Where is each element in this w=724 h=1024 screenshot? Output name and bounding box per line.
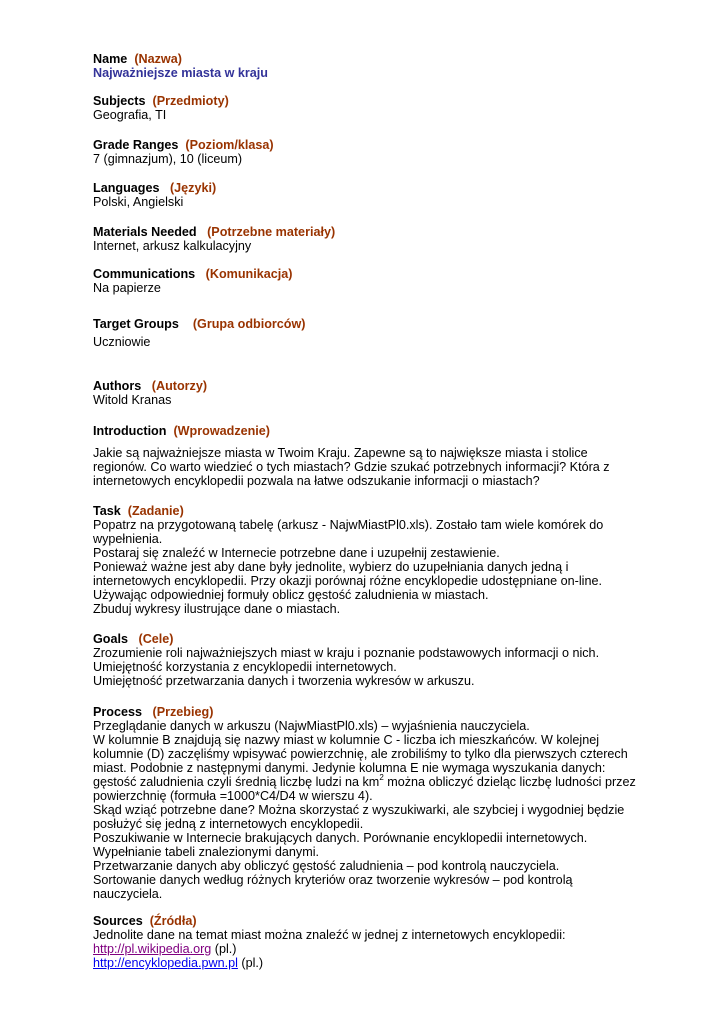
wikipedia-link[interactable]: http://pl.wikipedia.org [93,942,212,956]
name-label: Name [93,52,128,66]
task-line: wypełnienia. [93,532,163,546]
name-section [93,52,653,80]
materials-value: Internet, arkusz kalkulacyjny [93,239,252,253]
task-line: Używając odpowiedniej formuły oblicz gęstość zaludnienia w miastach. [93,588,489,602]
process-line: miast. Podobnie z następnymi danymi. Jedynie kolumna E nie wymaga wyszukania danych: [93,761,606,775]
pwn-link-suffix: (pl.) [237,956,264,970]
subjects-value: Geografia, TI [93,108,167,122]
process-label-pl: (Przebieg) [152,705,214,719]
task-label: Task [93,504,121,518]
process-line: Przetwarzanie danych aby obliczyć gęstość zaludnienia – pod kontrolą nauczyciela. [93,859,560,873]
goals-section [93,632,653,688]
goals-line: Umiejętność przetwarzania danych i tworzenia wykresów w arkuszu. [93,674,475,688]
languages-label: Languages [93,181,160,195]
process-line: Wypełnianie tabeli znalezionymi danymi. [93,845,319,859]
sources-section [93,914,653,970]
process-line: powierzchnię (formuła =1000*C4/D4 w wierszu 4). [93,789,373,803]
task-line: internetowych encyklopedii. Przy okazji porównaj różne encyklopedie udostępniane on-line. [93,574,602,588]
materials-section [93,225,653,253]
density-superscript: 2 [379,772,384,782]
subjects-section [93,94,653,122]
task-label-pl: (Zadanie) [127,504,184,518]
process-line: posłużyć się jedną z internetowych encyklopedii. [93,817,364,831]
languages-section [93,181,653,209]
process-line: nauczyciela. [93,887,163,901]
goals-label: Goals [93,632,128,646]
source-item-pwn [93,956,653,970]
sources-label-pl: (Źródła) [149,914,197,928]
languages-label-pl: (Języki) [169,181,217,195]
intro-section [93,424,653,488]
intro-label-pl: (Wprowadzenie) [173,424,271,438]
process-line: W kolumnie B znajdują się nazwy miast w kolumnie C - liczba ich mieszkańców. W kolejnej [93,733,600,747]
sources-label: Sources [93,914,143,928]
communications-label-pl: (Komunikacja) [205,267,293,281]
materials-label: Materials Needed [93,225,197,239]
source-item-wikipedia [93,942,653,956]
process-line: kolumnie (D) zaczęliśmy wpisywać powierzchnię, ale zrobiliśmy to tylko dla pierwszych czterech [93,747,628,761]
goals-line: Umiejętność korzystania z encyklopedii internetowych. [93,660,397,674]
process-line: Przeglądanie danych w arkuszu (NajwMiastPl0.xls) – wyjaśnienia nauczyciela. [93,719,530,733]
subjects-label: Subjects [93,94,146,108]
name-label-pl: (Nazwa) [134,52,182,66]
authors-label-pl: (Autorzy) [151,379,208,393]
task-line: Postaraj się znaleźć w Internecie potrzebne dane i uzupełnij zestawienie. [93,546,500,560]
density-text-post: można obliczyć dzieląc liczbę ludności przez [383,775,636,789]
authors-value: Witold Kranas [93,393,172,407]
process-line: Poszukiwanie w Internecie brakujących danych. Porównanie encyklopedii internetowych. [93,831,588,845]
goals-line: Zrozumienie roli najważniejszych miast w kraju i poznanie podstawowych informacji o nich. [93,646,600,660]
process-label: Process [93,705,143,719]
intro-line: Jakie są najważniejsze miasta w Twoim Kraju. Zapewne są to największe miasta i stolice [93,446,588,460]
grades-section [93,138,653,166]
grades-label: Grade Ranges [93,138,179,152]
task-line: Popatrz na przygotowaną tabelę (arkusz - NajwMiastPl0.xls). Zostało tam wiele komórek do [93,518,604,532]
target-label-pl: (Grupa odbiorców) [192,317,306,331]
subjects-label-pl: (Przedmioty) [152,94,229,108]
intro-line: regionów. Co warto wiedzieć o tych miastach? Gdzie szukać potrzebnych informacji? Która z [93,460,610,474]
task-line: Ponieważ ważne jest aby dane były jednolite, wybierz do uzupełniania danych jedną i [93,560,569,574]
languages-value: Polski, Angielski [93,195,184,209]
communications-value: Na papierze [93,281,161,295]
goals-label-pl: (Cele) [138,632,174,646]
process-line: Skąd wziąć potrzebne dane? Można skorzystać z wyszukiwarki, ale szybciej i wygodniej będzie [93,803,625,817]
density-text-pre: gęstość zaludnienia czyli średnią liczbę ludzi na km [93,775,380,789]
process-section [93,705,653,901]
task-line: Zbuduj wykresy ilustrujące dane o miastach. [93,602,341,616]
target-value: Uczniowie [93,335,151,349]
intro-label: Introduction [93,424,167,438]
communications-section [93,267,653,295]
grades-label-pl: (Poziom/klasa) [185,138,274,152]
process-line: Sortowanie danych według różnych kryteriów oraz tworzenie wykresów – pod kontrolą [93,873,573,887]
wikipedia-link-suffix: (pl.) [211,942,237,956]
authors-section [93,379,653,407]
authors-label: Authors [93,379,142,393]
process-density-line [93,772,653,789]
pwn-encyclopedia-link[interactable]: http://encyklopedia.pwn.pl [93,956,238,970]
target-section [93,317,653,349]
communications-label: Communications [93,267,196,281]
lesson-title: Najważniejsze miasta w kraju [93,66,268,80]
target-label: Target Groups [93,317,179,331]
intro-line: internetowych encyklopedii pozwala na łatwe odszukanie informacji o miastach? [93,474,540,488]
task-section [93,504,653,616]
sources-intro: Jednolite dane na temat miast można znaleźć w jednej z internetowych encyklopedii: [93,928,566,942]
grades-value: 7 (gimnazjum), 10 (liceum) [93,152,243,166]
materials-label-pl: (Potrzebne materiały) [207,225,336,239]
